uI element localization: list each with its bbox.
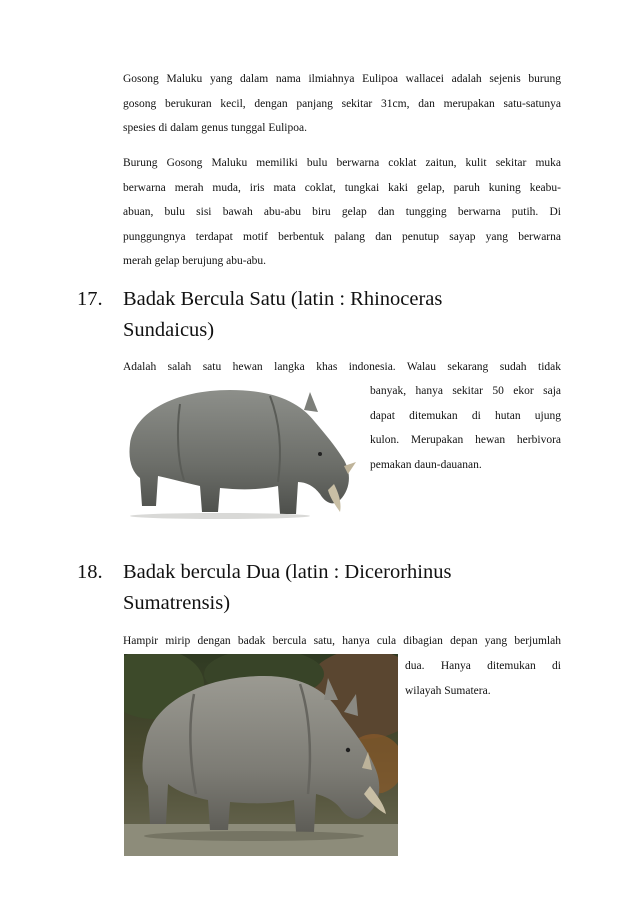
section-title <box>123 557 573 619</box>
intro-paragraph-2 <box>123 151 561 274</box>
text-line: berwarna merah muda, iris mata coklat, tungkai kaki gelap, paruh kuning keabu- <box>123 181 561 194</box>
text-line: dua. Hanya ditemukan di <box>405 660 561 672</box>
text-line: dapat ditemukan di hutan ujung <box>370 409 561 422</box>
text-line: Adalah salah satu hewan langka khas indonesia. Walau sekarang sudah tidak <box>123 361 561 373</box>
section-number: 17. <box>77 288 103 310</box>
text-line: Hampir mirip dengan badak bercula satu, hanya cula dibagian depan yang berjumlah <box>123 635 561 647</box>
title-line: Badak bercula Dua (latin : Dicerorhinus <box>123 561 452 583</box>
section-18-lead <box>123 629 561 654</box>
text-line: pemakan daun-dauanan. <box>370 458 482 471</box>
text-line: gosong berukuran kecil, dengan panjang sekitar 31cm, dan merupakan satu-satunya <box>123 97 561 110</box>
section-title <box>123 284 573 346</box>
section-17-lead <box>123 355 561 380</box>
intro-paragraph-1 <box>123 67 561 141</box>
text-line: wilayah Sumatera. <box>405 684 491 697</box>
title-line: Sundaicus) <box>123 319 215 341</box>
section-18-heading <box>77 557 577 619</box>
section-17-heading <box>77 284 577 346</box>
rhino-photo-one-horn <box>120 382 358 520</box>
text-line: merah gelap berujung abu-abu. <box>123 255 267 267</box>
title-line: Sumatrensis) <box>123 592 231 614</box>
section-18-side-text <box>405 654 561 703</box>
section-17-side-text <box>370 379 561 477</box>
text-line: abuan, bulu sisi bawah abu-abu biru gelap dan tungging berwarna putih. Di <box>123 206 561 218</box>
rhino-photo-two-horn <box>124 654 398 856</box>
text-line: Gosong Maluku yang dalam nama ilmiahnya Eulipoa wallacei adalah sejenis burung <box>123 73 561 85</box>
text-line: Burung Gosong Maluku memiliki bulu berwarna coklat zaitun, kulit sekitar muka <box>123 157 561 169</box>
text-line: kulon. Merupakan hewan herbivora <box>370 434 561 446</box>
title-line: Badak Bercula Satu (latin : Rhinoceras <box>123 288 443 310</box>
section-number: 18. <box>77 561 103 583</box>
text-line: banyak, hanya sekitar 50 ekor saja <box>370 385 561 397</box>
text-line: spesies di dalam genus tunggal Eulipoa. <box>123 122 307 134</box>
text-line: punggungnya terdapat motif berbentuk palang dan penutup sayap yang berwarna <box>123 230 561 243</box>
